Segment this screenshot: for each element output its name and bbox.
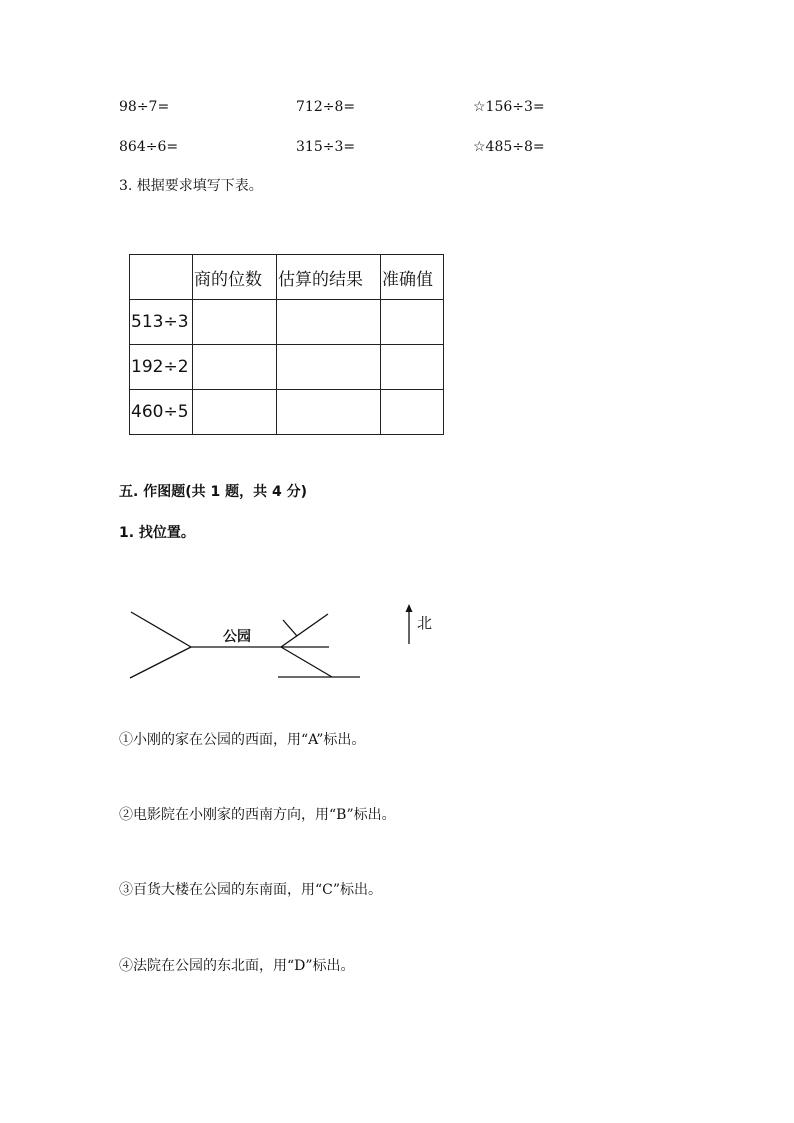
north-label: 北 xyxy=(417,614,433,632)
calc-item: ☆485÷8= xyxy=(473,139,545,155)
calc-item: 98÷7= xyxy=(119,99,170,115)
north-arrow-icon xyxy=(406,604,413,612)
road-line xyxy=(281,614,328,647)
section-5-title: 五. 作图题(共 1 题，共 4 分) xyxy=(119,484,307,500)
calc-item: 864÷6= xyxy=(119,139,179,155)
table-row-label: 192÷2 xyxy=(130,345,193,390)
table-row-label: 513÷3 xyxy=(130,300,193,345)
instruction-item: ②电影院在小刚家的西南方向，用“B”标出。 xyxy=(119,807,396,823)
calc-item: 315÷3= xyxy=(296,139,356,155)
road-line xyxy=(283,620,297,636)
table-header-cell: 准确值 xyxy=(381,255,444,300)
table-header-cell: 商的位数 xyxy=(193,255,277,300)
instruction-item: ①小刚的家在公园的西面，用“A”标出。 xyxy=(119,732,366,748)
calc-item: 712÷8= xyxy=(296,99,356,115)
road-line xyxy=(281,647,332,677)
instruction-item: ③百货大楼在公园的东南面，用“C”标出。 xyxy=(119,882,383,898)
park-label: 公园 xyxy=(223,629,251,645)
road-line xyxy=(130,647,191,678)
question-3-title: 3. 根据要求填写下表。 xyxy=(119,178,263,194)
table-header-cell: 估算的结果 xyxy=(277,255,381,300)
table-row-label: 460÷5 xyxy=(130,390,193,435)
question-1-title: 1. 找位置。 xyxy=(119,525,195,541)
road-line xyxy=(131,612,191,647)
calc-item: ☆156÷3= xyxy=(473,99,545,115)
instruction-item: ④法院在公园的东北面，用“D”标出。 xyxy=(119,958,355,974)
